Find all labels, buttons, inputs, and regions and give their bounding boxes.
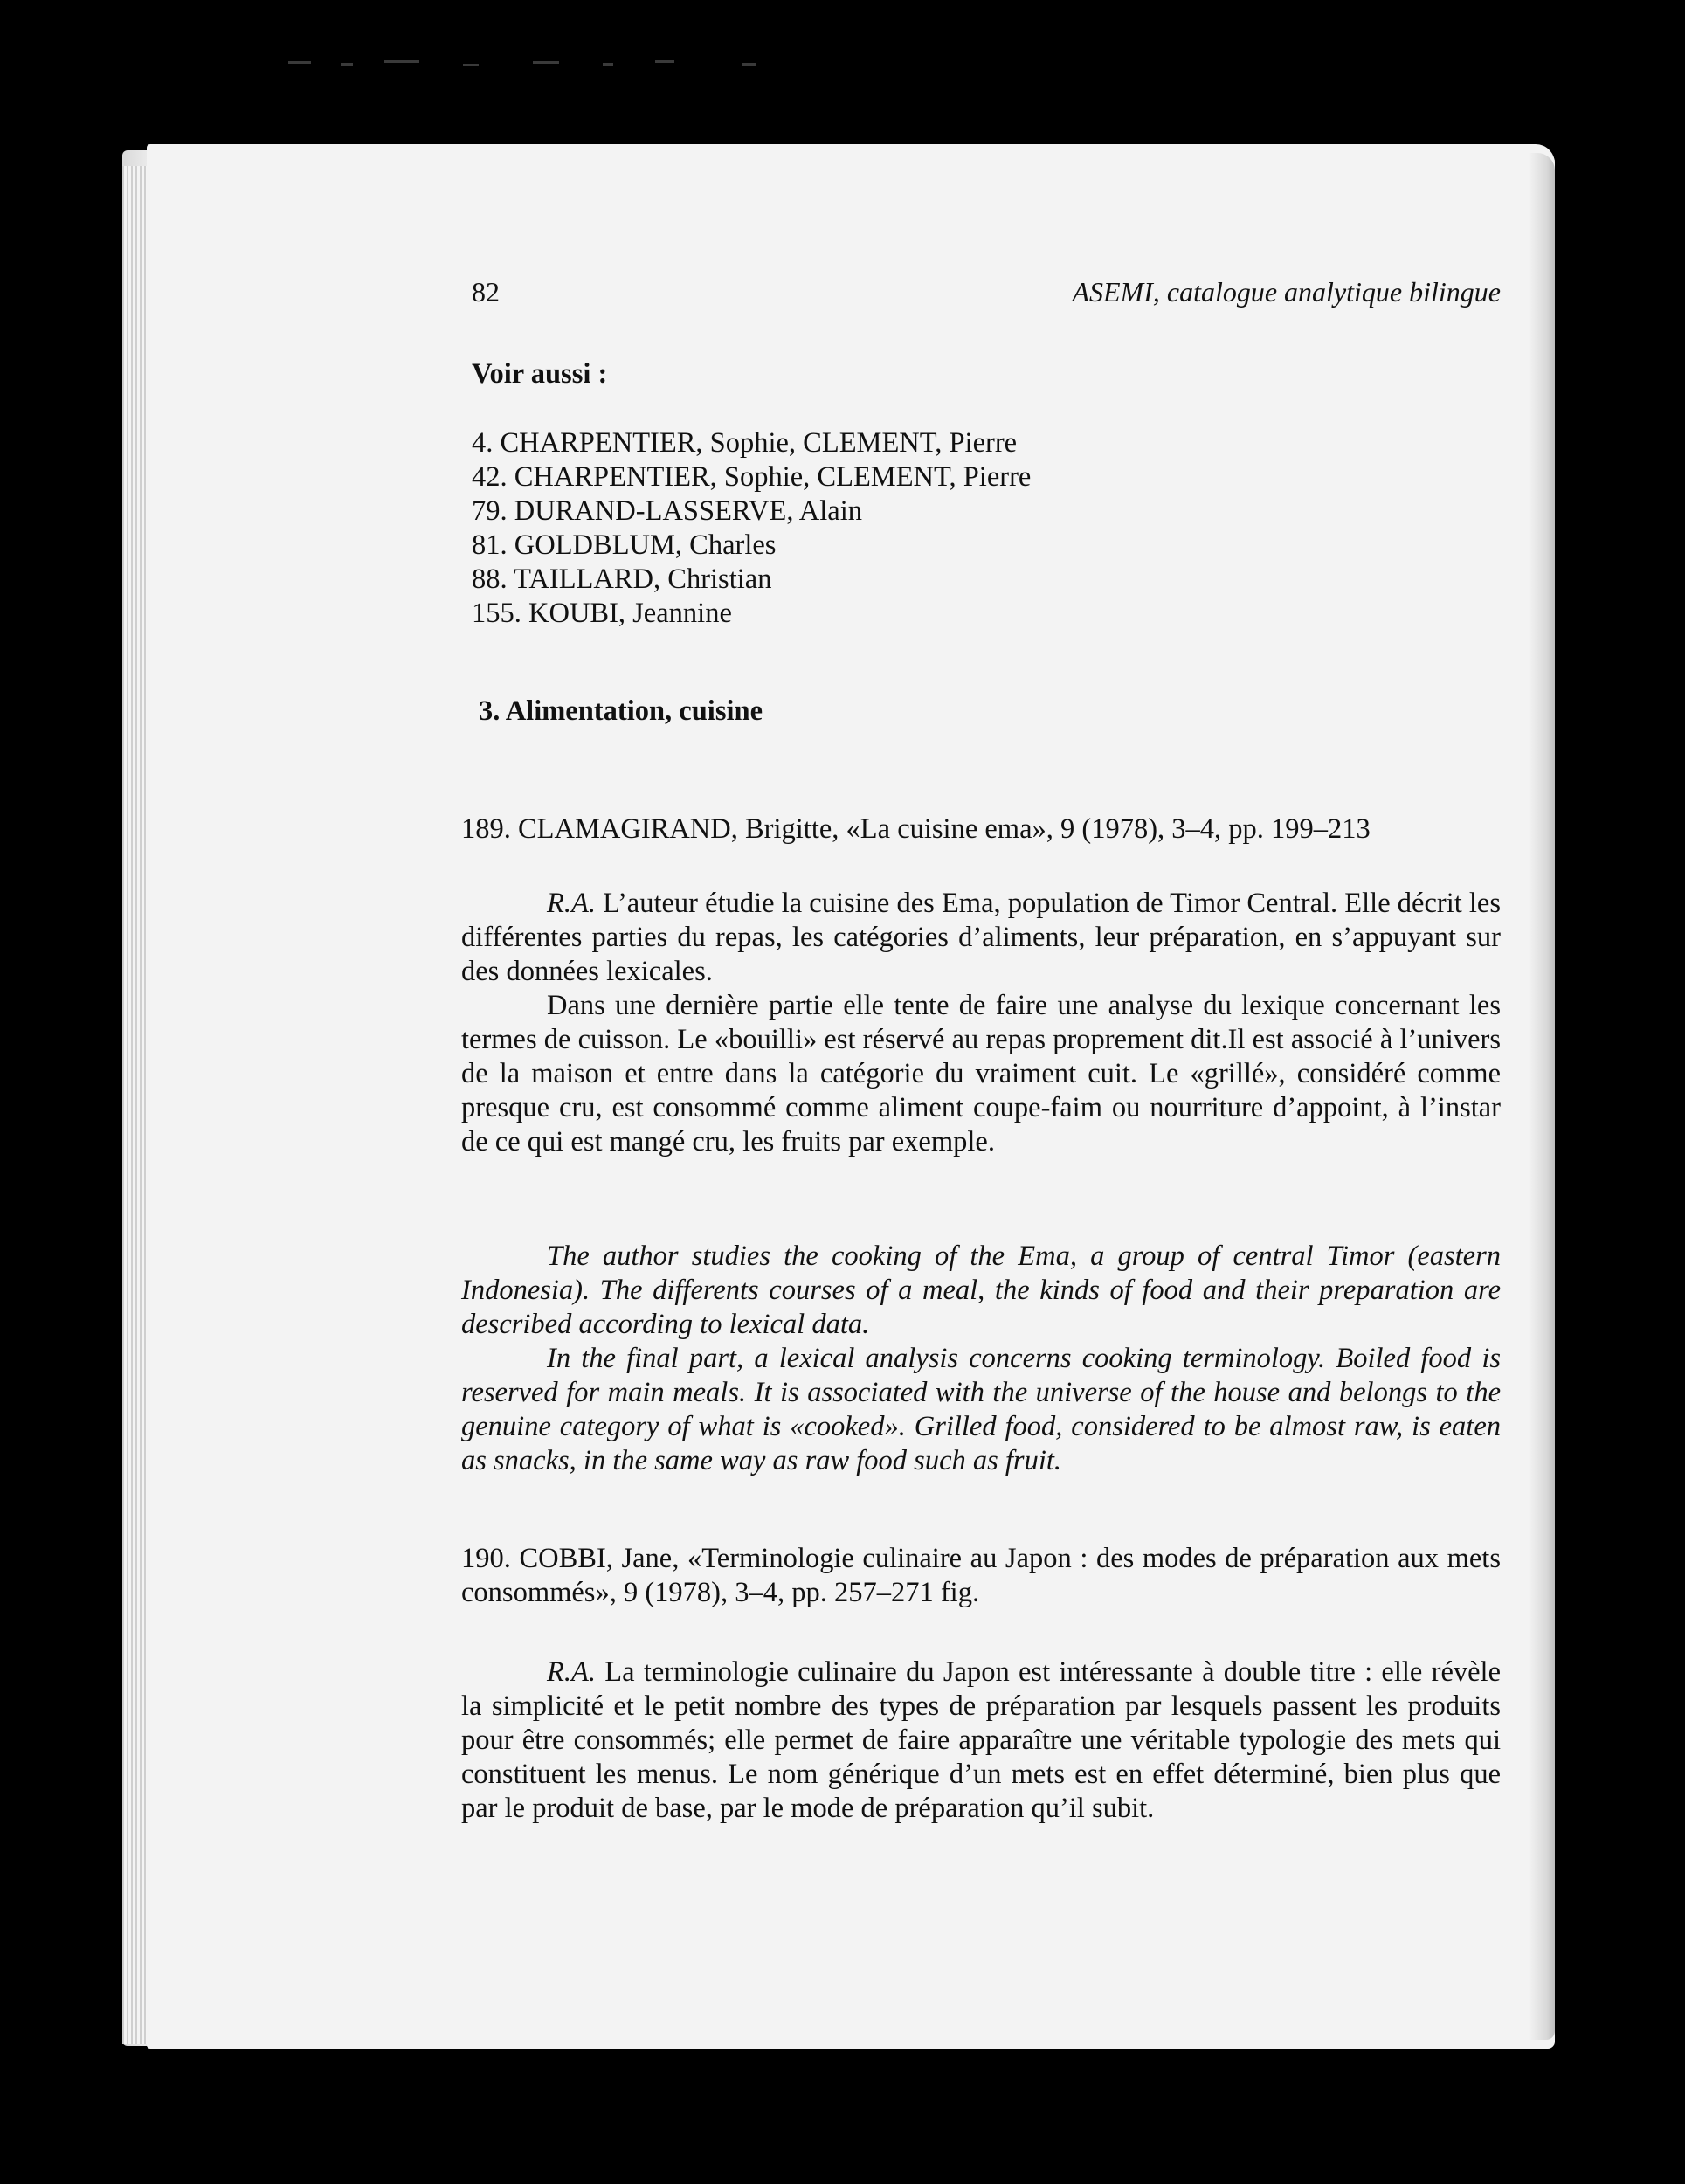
- entry-189-summary-fr: [461, 887, 1501, 1159]
- page-edges: [122, 166, 147, 2044]
- see-also-heading: Voir aussi :: [472, 358, 608, 390]
- ra-label: R.A.: [547, 1656, 596, 1688]
- section-heading: 3. Alimentation, cuisine: [479, 695, 763, 727]
- see-also-item: 79. DURAND-LASSERVE, Alain: [472, 495, 862, 527]
- entry-190-citation: 190. COBBI, Jane, «Terminologie culinaire au Japon : des modes de préparation aux mets consommés», 9 (1978), 3–4, pp. 257–271 fig.: [461, 1543, 1501, 1608]
- see-also-list: [472, 426, 1511, 631]
- see-also-item: 81. GOLDBLUM, Charles: [472, 529, 777, 561]
- entry-189-summary-en: [461, 1240, 1501, 1478]
- see-also-item: 42. CHARPENTIER, Sophie, CLEMENT, Pierre: [472, 461, 1032, 493]
- running-title: ASEMI, catalogue analytique bilingue: [1072, 276, 1501, 308]
- entry-189-citation: 189. CLAMAGIRAND, Brigitte, «La cuisine ema», 9 (1978), 3–4, pp. 199–213: [461, 813, 1371, 845]
- entry-189-en-paragraph-2: In the final part, a lexical analysis concerns cooking terminology. Boiled food is reserved for main meals. It is associated with the universe of the house and belongs to the genuine category of what is «cooked». Grilled food, considered to be almost raw, is eaten as snacks, in the same way as raw food such as fruit.: [461, 1343, 1501, 1476]
- see-also-item: 155. KOUBI, Jeannine: [472, 598, 732, 629]
- entry-189-fr-paragraph-2: Dans une dernière partie elle tente de faire une analyse du lexique concernant les termes de cuisson. Le «bouilli» est réservé au repas proprement dit.Il est associé à l’univers de la maison et entre dans la catégorie du vraiment cuit. Le «grillé», considéré comme presque cru, est consommé comme aliment coupe-faim ou nourriture d’appoint, à l’instar de ce qui est mangé cru, les fruits par exemple.: [461, 990, 1501, 1158]
- entry-190-summary-fr: [461, 1655, 1501, 1826]
- see-also-item: 4. CHARPENTIER, Sophie, CLEMENT, Pierre: [472, 427, 1018, 459]
- scan-specks: [288, 52, 777, 79]
- page-curl-edge: [1529, 153, 1555, 2040]
- entry-189-fr-paragraph-1: R.A. L’auteur étudie la cuisine des Ema, population de Timor Central. Elle décrit les différentes parties du repas, les catégories d’aliments, leur préparation, en s’appuyant sur des données lexicales.: [461, 888, 1501, 987]
- see-also-item: 88. TAILLARD, Christian: [472, 563, 772, 595]
- page-number: 82: [472, 276, 500, 308]
- entry-189-en-paragraph-1: The author studies the cooking of the Ema, a group of central Timor (eastern Indonesia). The differents courses of a meal, the kinds of food and their preparation are described according to lexical data.: [461, 1241, 1501, 1340]
- page-header: [461, 275, 1501, 314]
- entry-190-fr-paragraph-1: R.A. La terminologie culinaire du Japon est intéressante à double titre : elle révèle la simplicité et le petit nombre des types de préparation par lesquels passent les produits pour être consommés; elle permet de faire apparaître une véritable typologie des mets qui constituent les menus. Le nom générique d’un mets est en effet déterminé, bien plus que par le produit de base, par le mode de préparation qu’il subit.: [461, 1656, 1501, 1824]
- ra-label: R.A.: [547, 888, 596, 919]
